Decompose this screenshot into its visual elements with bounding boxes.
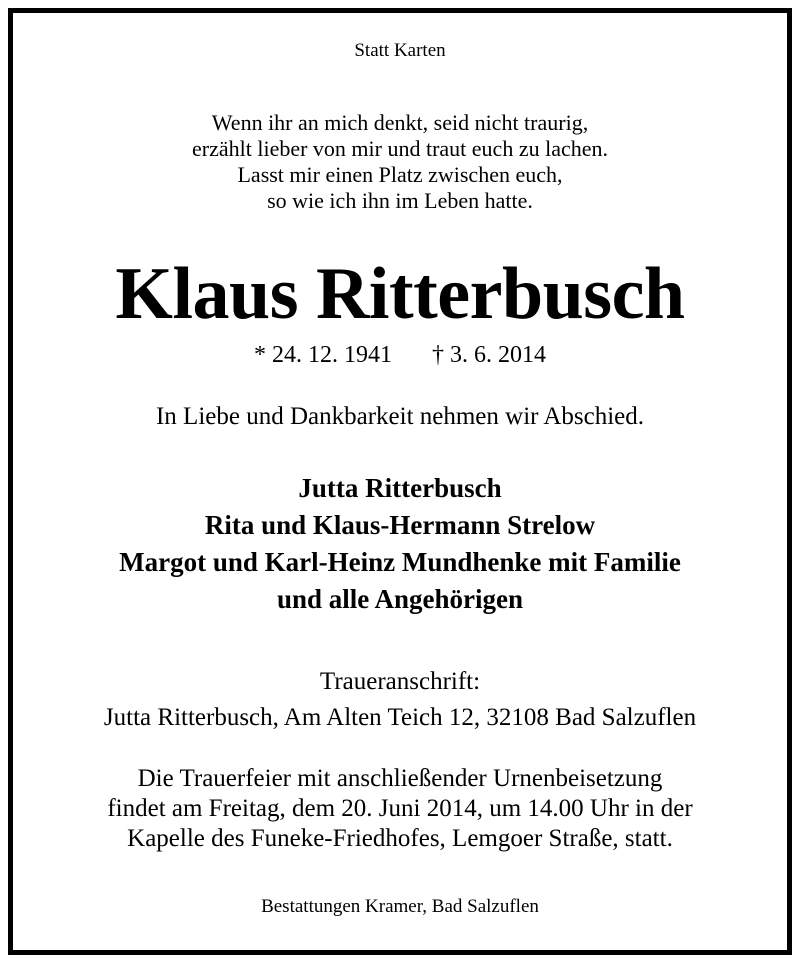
address-text: Jutta Ritterbusch, Am Alten Teich 12, 32108 Bad Salzuflen <box>103 704 697 731</box>
deceased-name: Klaus Ritterbusch <box>115 253 685 335</box>
life-dates <box>0 342 800 369</box>
poem-line-2: erzählt lieber von mir und traut euch zu lachen. <box>192 136 608 161</box>
ceremony-line-2: findet am Freitag, dem 20. Juni 2014, um 14.00 Uhr in der <box>107 795 693 822</box>
address-label: Traueranschrift: <box>319 668 481 695</box>
mourner-line-4: und alle Angehörigen <box>276 584 524 614</box>
mourner-line-3: Margot und Karl-Heinz Mundhenke mit Familie <box>119 547 681 577</box>
birth-date: * 24. 12. 1941 <box>254 342 392 368</box>
farewell-text: In Liebe und Dankbarkeit nehmen wir Abschied. <box>155 403 645 430</box>
poem-line-1: Wenn ihr an mich denkt, seid nicht traurig, <box>211 110 589 135</box>
death-date: † 3. 6. 2014 <box>432 342 546 368</box>
poem-line-3: Lasst mir einen Platz zwischen euch, <box>237 162 563 187</box>
mourner-line-1: Jutta Ritterbusch <box>298 473 502 503</box>
mourner-line-2: Rita und Klaus-Hermann Strelow <box>204 510 596 540</box>
poem-line-4: so wie ich ihn im Leben hatte. <box>267 188 533 213</box>
ceremony-line-3: Kapelle des Funeke-Friedhofes, Lemgoer Straße, statt. <box>127 825 673 852</box>
ceremony-line-1: Die Trauerfeier mit anschließender Urnenbeisetzung <box>137 765 663 792</box>
header-text: Statt Karten <box>354 40 446 61</box>
undertaker-text: Bestattungen Kramer, Bad Salzuflen <box>261 896 539 917</box>
